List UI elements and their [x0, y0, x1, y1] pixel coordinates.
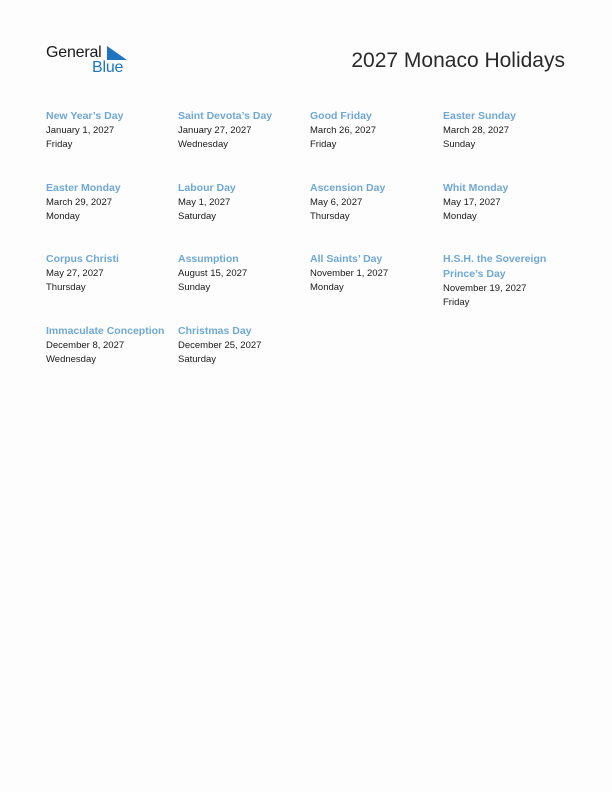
- page-title: 2027 Monaco Holidays: [351, 49, 565, 72]
- holiday-item: [443, 109, 569, 152]
- holiday-name: Whit Monday: [443, 182, 509, 194]
- holiday-item: [46, 252, 172, 295]
- holiday-weekday: Friday: [46, 139, 73, 150]
- holiday-weekday: Monday: [443, 211, 477, 222]
- holiday-name: H.S.H. the Sovereign Prince’s Day: [443, 253, 547, 280]
- holiday-weekday: Friday: [443, 297, 470, 308]
- holiday-weekday: Monday: [46, 211, 80, 222]
- holiday-item: [310, 181, 436, 224]
- holiday-name: All Saints’ Day: [310, 253, 383, 265]
- holiday-name: Labour Day: [178, 182, 236, 194]
- holiday-date: November 19, 2027: [443, 283, 527, 294]
- holiday-item: [310, 252, 436, 295]
- holiday-weekday: Monday: [310, 282, 344, 293]
- holiday-date: May 1, 2027: [178, 197, 231, 208]
- holiday-date: November 1, 2027: [310, 268, 389, 279]
- holiday-item: [443, 181, 569, 224]
- holiday-item: [46, 324, 172, 367]
- holiday-item: [443, 252, 563, 310]
- holiday-weekday: Wednesday: [46, 354, 96, 365]
- holiday-date: December 25, 2027: [178, 340, 262, 351]
- holiday-name: Corpus Christi: [46, 253, 119, 265]
- holiday-weekday: Saturday: [178, 211, 217, 222]
- holiday-date: March 28, 2027: [443, 125, 510, 136]
- holiday-date: May 27, 2027: [46, 268, 104, 279]
- logo-text-general: General: [46, 44, 102, 61]
- holiday-date: December 8, 2027: [46, 340, 125, 351]
- holiday-name: Immaculate Conception: [46, 325, 165, 337]
- holiday-weekday: Friday: [310, 139, 337, 150]
- holiday-name: Good Friday: [310, 110, 372, 122]
- holiday-name: Easter Sunday: [443, 110, 516, 122]
- holiday-name: Easter Monday: [46, 182, 121, 194]
- holiday-item: [178, 181, 304, 224]
- holiday-weekday: Sunday: [443, 139, 476, 150]
- holiday-item: [46, 181, 172, 224]
- holiday-weekday: Wednesday: [178, 139, 228, 150]
- holiday-name: Ascension Day: [310, 182, 386, 194]
- holiday-date: May 6, 2027: [310, 197, 363, 208]
- holiday-name: New Year’s Day: [46, 110, 124, 122]
- holiday-item: [178, 252, 304, 295]
- holiday-date: May 17, 2027: [443, 197, 501, 208]
- holiday-weekday: Thursday: [46, 282, 86, 293]
- holiday-item: [178, 324, 304, 367]
- holiday-name: Assumption: [178, 253, 239, 265]
- holiday-date: August 15, 2027: [178, 268, 248, 279]
- holiday-item: [310, 109, 436, 152]
- holiday-date: March 26, 2027: [310, 125, 377, 136]
- holiday-date: January 1, 2027: [46, 125, 115, 136]
- logo-text-blue: Blue: [92, 59, 124, 76]
- holiday-weekday: Thursday: [310, 211, 350, 222]
- generalblue-logo: [46, 44, 136, 78]
- holiday-weekday: Saturday: [178, 354, 217, 365]
- holiday-item: [178, 109, 304, 152]
- holiday-item: [46, 109, 172, 152]
- holiday-date: January 27, 2027: [178, 125, 252, 136]
- holiday-name: Christmas Day: [178, 325, 252, 337]
- logo-triangle-icon: [107, 46, 127, 60]
- holiday-name: Saint Devota’s Day: [178, 110, 273, 122]
- holiday-date: March 29, 2027: [46, 197, 113, 208]
- holiday-weekday: Sunday: [178, 282, 211, 293]
